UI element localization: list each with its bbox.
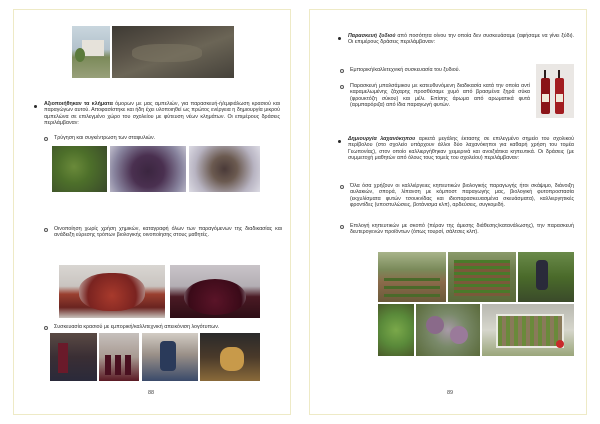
sub-packaging-text: Συσκευασία κρασιού με εμπορική/καλλιτεχνική απεικόνιση λογότυπων. — [54, 324, 220, 330]
bullet-vinegar-text — [348, 33, 574, 46]
photo-garden-beds — [448, 252, 516, 302]
photo-students-watering — [518, 252, 574, 302]
photo-cabbage-field — [416, 304, 480, 356]
sub-bullet-mark — [340, 85, 344, 89]
photo-grapes-collected — [110, 146, 186, 192]
page-number: 88 — [148, 390, 155, 396]
sub-bullet-mark — [340, 69, 344, 73]
bullet-vinegar-lead: Παρασκευή ξυδιού — [348, 33, 396, 39]
left-page — [13, 9, 291, 415]
photo-grapes-bush — [52, 146, 107, 192]
photo-garden-rows — [378, 252, 446, 302]
photo-grapes-tray — [189, 146, 260, 192]
sub-bullet-mark — [340, 185, 344, 189]
photo-wine-jar — [59, 265, 165, 318]
photo-bottling-1 — [50, 333, 97, 381]
photo-seedling-tray — [482, 304, 574, 356]
sub-harvest-text: Τρύγηση και συγκέντρωση των σταφυλιών. — [54, 135, 156, 141]
photo-wine-flask — [170, 265, 260, 318]
sub-bullet-mark — [340, 225, 344, 229]
bullet-garden-text — [348, 136, 574, 162]
photo-bottling-2 — [99, 333, 139, 381]
bullet-vines-lead: Αξιοποιήθηκαν τα κλήματα — [44, 101, 113, 107]
bullet-dot — [338, 140, 341, 143]
photo-school-yard — [72, 26, 110, 78]
sub-balsamic-text: Παρασκευή μπαλσάμικου με κατευθυνόμενη διαδικασία κατά την οποία αντί καραμελωμένης ζάχαρης προσθέσαμε χυμό από βρασμένα ξηρά σύκα (φρουκτόζη σύκου) και μέλι. Επίσης άρωμα από αρωματικά φυτά (αρμπαρόριζα) από ίδια παραγωγή φυτών. — [350, 83, 530, 109]
sub-winemaking-text: Οινοποίηση χωρίς χρήση χημικών, καταγραφή όλων των παραγόμενων της διαδικασίας και ανάδειξη εύρεσης τρόπων βιολογικής οινοποίησης στους μαθητές. — [54, 226, 282, 239]
bullet-vines-body: όμορων με μας αμπελιών, για παρασκευή-ή/εμφιάλωση κρασιού και παραγώγων αυτού. Αποφασίστηκε και ήδη έχει υλοποιηθεί ως πρώτος ενέργεια η δημιουργία μικρού αμπελώνα σε επιλεγμένο χώρο του σχολείου με φύτευση νέων κλημάτων. Οι επιμέρους δράσεις περιλάμβαναν: — [44, 101, 280, 127]
sub-bullet-mark — [44, 137, 48, 141]
photo-bottling-3 — [142, 333, 198, 381]
photo-vinegar-bottles — [536, 64, 574, 118]
bullet-dot — [338, 37, 341, 40]
photo-bottling-4 — [200, 333, 260, 381]
photo-lettuce-close — [378, 304, 414, 356]
sub-vinegar-packaging-text: Εμπορική/καλλιτεχνική συσκευασία του ξυδιού. — [350, 67, 461, 73]
sub-bullet-mark — [44, 228, 48, 232]
bullet-vines-text — [44, 101, 280, 127]
sub-bullet-mark — [44, 326, 48, 330]
bullet-garden-body: αρκετά μεγάλης έκτασης σε επιλεγμένο σημείο του σχολικού περίβολου (στο σχολείο υπάρχουν άλλοι δύο λαχανόκηποι για καθαρή χρήση του τομέα Γεωπονίας), στον οποίο καλλιεργήθηκαν χειμερινά και ανοιξιάτικα κηπευτικά. Οι δράσεις (με συμμετοχή μαθητών από όλους τους τομείς του σχολείου) περιλάμβαναν: — [348, 136, 575, 162]
bullet-vinegar-body: από ποσότητα οίνου την οποία δεν συσκευάσαμε (αφήσαμε να γίνει ξύδι). Οι επιμέρους δράσεις περιλάμβαναν: — [348, 33, 574, 46]
sub-vegetables-text: Επιλογή κηπευτικών με σκοπό (πέραν της άμεσης διάθεσης/κατανάλωσης), την παρασκευή δευτερογενών προϊόντων (όπως τουρσί, σάλτσες κλπ). — [350, 223, 574, 236]
right-page — [309, 9, 587, 415]
bullet-dot — [34, 105, 37, 108]
sub-cultivation-text: Όλα όσα χρήζουν οι καλλιέργειες κηπευτικών βιολογικής παραγωγής ήτοι σκάψιμο, διάνοιξη αυλακιών, σπορά, λίπανση με κόμποστ παραγωγής μας, βιολογική φυτοπροστασία (εκχυλίσματα φυτών τσουκνίδας και ιδιοπαρασκευασμένα σκευάσματα), καλλιεργητικές φροντίδες (υποστυλώσεις, βοτάνισμα κλπ), αρδεύσεις, συγκομιδή. — [350, 183, 574, 209]
photo-planted-vineyard — [112, 26, 234, 78]
bullet-garden-lead: Δημιουργία λαχανόκηπου — [348, 136, 416, 142]
page-number: 89 — [447, 390, 454, 396]
